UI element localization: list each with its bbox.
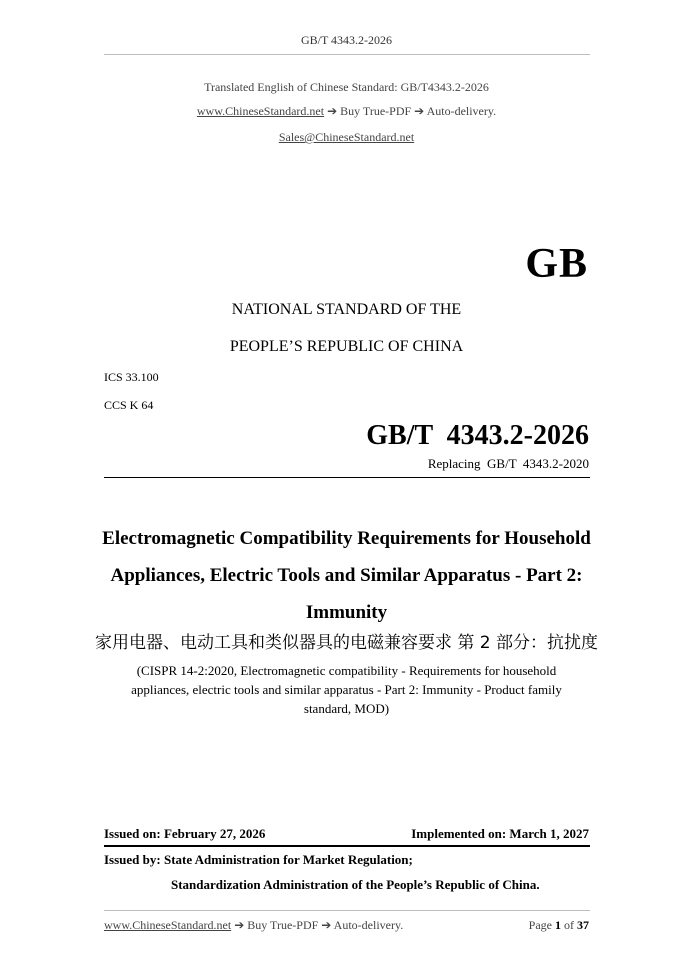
cispr-reference-line-1: (CISPR 14-2:2020, Electromagnetic compatibility - Requirements for household <box>136 663 557 678</box>
page-indicator <box>529 918 589 933</box>
ics-code: ICS 33.100 <box>104 370 159 384</box>
page-current: 1 <box>555 918 561 932</box>
translation-note: Translated English of Chinese Standard: GB/T4343.2-2026 <box>204 80 489 94</box>
footer-promo <box>104 918 403 933</box>
page-total: 37 <box>577 918 589 932</box>
cispr-reference <box>110 661 583 718</box>
header-divider <box>104 54 590 55</box>
sales-email-link[interactable]: Sales@ChineseStandard.net <box>278 130 415 144</box>
english-title-line-3: Immunity <box>305 602 388 623</box>
footer-promo-suffix: ➔ Buy True-PDF ➔ Auto-delivery. <box>231 918 404 932</box>
issued-by-line-2: Standardization Administration of the People’s Republic of China. <box>171 877 540 892</box>
chinese-title: 家用电器、电动工具和类似器具的电磁兼容要求 第 2 部分：抗扰度 <box>94 633 599 653</box>
cispr-reference-line-2: appliances, electric tools and similar apparatus - Part 2: Immunity - Product family <box>131 682 562 697</box>
replacing-note: Replacing GB/T 4343.2-2020 <box>427 456 589 471</box>
footer-divider <box>104 910 590 911</box>
running-head: GB/T 4343.2-2026 <box>300 33 393 47</box>
english-title <box>80 520 613 631</box>
implemented-on-date: Implemented on: March 1, 2027 <box>411 826 589 841</box>
cispr-reference-line-3: standard, MOD) <box>303 701 390 716</box>
issuance-divider <box>104 845 590 847</box>
ccs-code: CCS K 64 <box>104 398 154 412</box>
page-of: of <box>564 918 574 932</box>
promo-suffix: ➔ Buy True-PDF ➔ Auto-delivery. <box>324 104 497 118</box>
english-title-line-1: Electromagnetic Compatibility Requirements for Household <box>102 528 591 549</box>
footer-site-link[interactable]: www.ChineseStandard.net <box>104 918 232 932</box>
gb-mark: GB <box>525 241 588 287</box>
sales-email-line <box>0 130 693 145</box>
national-standard-line-1: NATIONAL STANDARD OF THE <box>231 301 462 318</box>
page-label: Page <box>528 918 552 932</box>
title-divider <box>104 477 590 478</box>
site-link[interactable]: www.ChineseStandard.net <box>196 104 325 118</box>
issued-on-date: Issued on: February 27, 2026 <box>104 826 266 841</box>
national-standard-line-2: PEOPLE’S REPUBLIC OF CHINA <box>229 338 464 355</box>
standard-number: GB/T 4343.2-2026 <box>366 420 589 451</box>
promo-line <box>0 104 693 119</box>
english-title-line-2: Appliances, Electric Tools and Similar Apparatus - Part 2: <box>110 565 583 586</box>
issued-by-line-1: Issued by: State Administration for Market Regulation; <box>104 852 413 867</box>
